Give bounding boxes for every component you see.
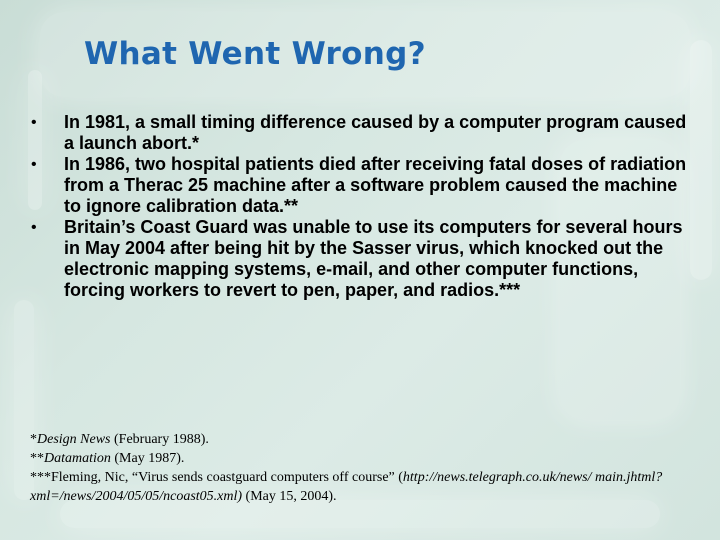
bullet-item (30, 217, 695, 301)
reference-item (30, 449, 700, 468)
references (30, 430, 700, 506)
reference-source: Datamation (44, 451, 111, 466)
reference-mark: ** (30, 451, 44, 466)
bullet-text: In 1981, a small timing difference caused by a computer program caused a launch abort.* (64, 112, 687, 153)
bullet-icon: • (31, 156, 37, 173)
reference-url: http://news.telegraph.co.uk/news/ main.jhtml?xml=/news/2004/05/05/ncoast05.xml) (30, 470, 663, 504)
bullet-text: In 1986, two hospital patients died after receiving fatal doses of radiation from a Therac 25 machine after a software problem caused the machine to ignore calibration data.** (64, 154, 687, 216)
bullet-item (30, 154, 695, 217)
reference-source: Design News (37, 432, 111, 447)
bullet-list (30, 112, 695, 301)
reference-item (30, 468, 700, 506)
reference-prefix: Fleming, Nic, “Virus sends coastguard computers off course” ( (51, 470, 403, 485)
bullet-text: Britain’s Coast Guard was unable to use its computers for several hours in May 2004 after being hit by the Sasser virus, which knocked out the electronic mapping systems, e-mail, and other computer functions, forcing workers to revert to pen, paper, and radios.*** (64, 217, 683, 300)
bullet-item (30, 112, 695, 154)
reference-mark: *** (30, 470, 51, 485)
slide-title: What Went Wrong? (84, 36, 426, 72)
reference-detail: (May 1987). (110, 451, 185, 466)
bullet-icon: • (31, 114, 37, 131)
reference-item (30, 430, 700, 449)
reference-detail: (February 1988). (110, 432, 209, 447)
reference-detail: (May 15, 2004). (242, 489, 337, 504)
reference-mark: * (30, 432, 37, 447)
bullet-icon: • (31, 219, 37, 236)
